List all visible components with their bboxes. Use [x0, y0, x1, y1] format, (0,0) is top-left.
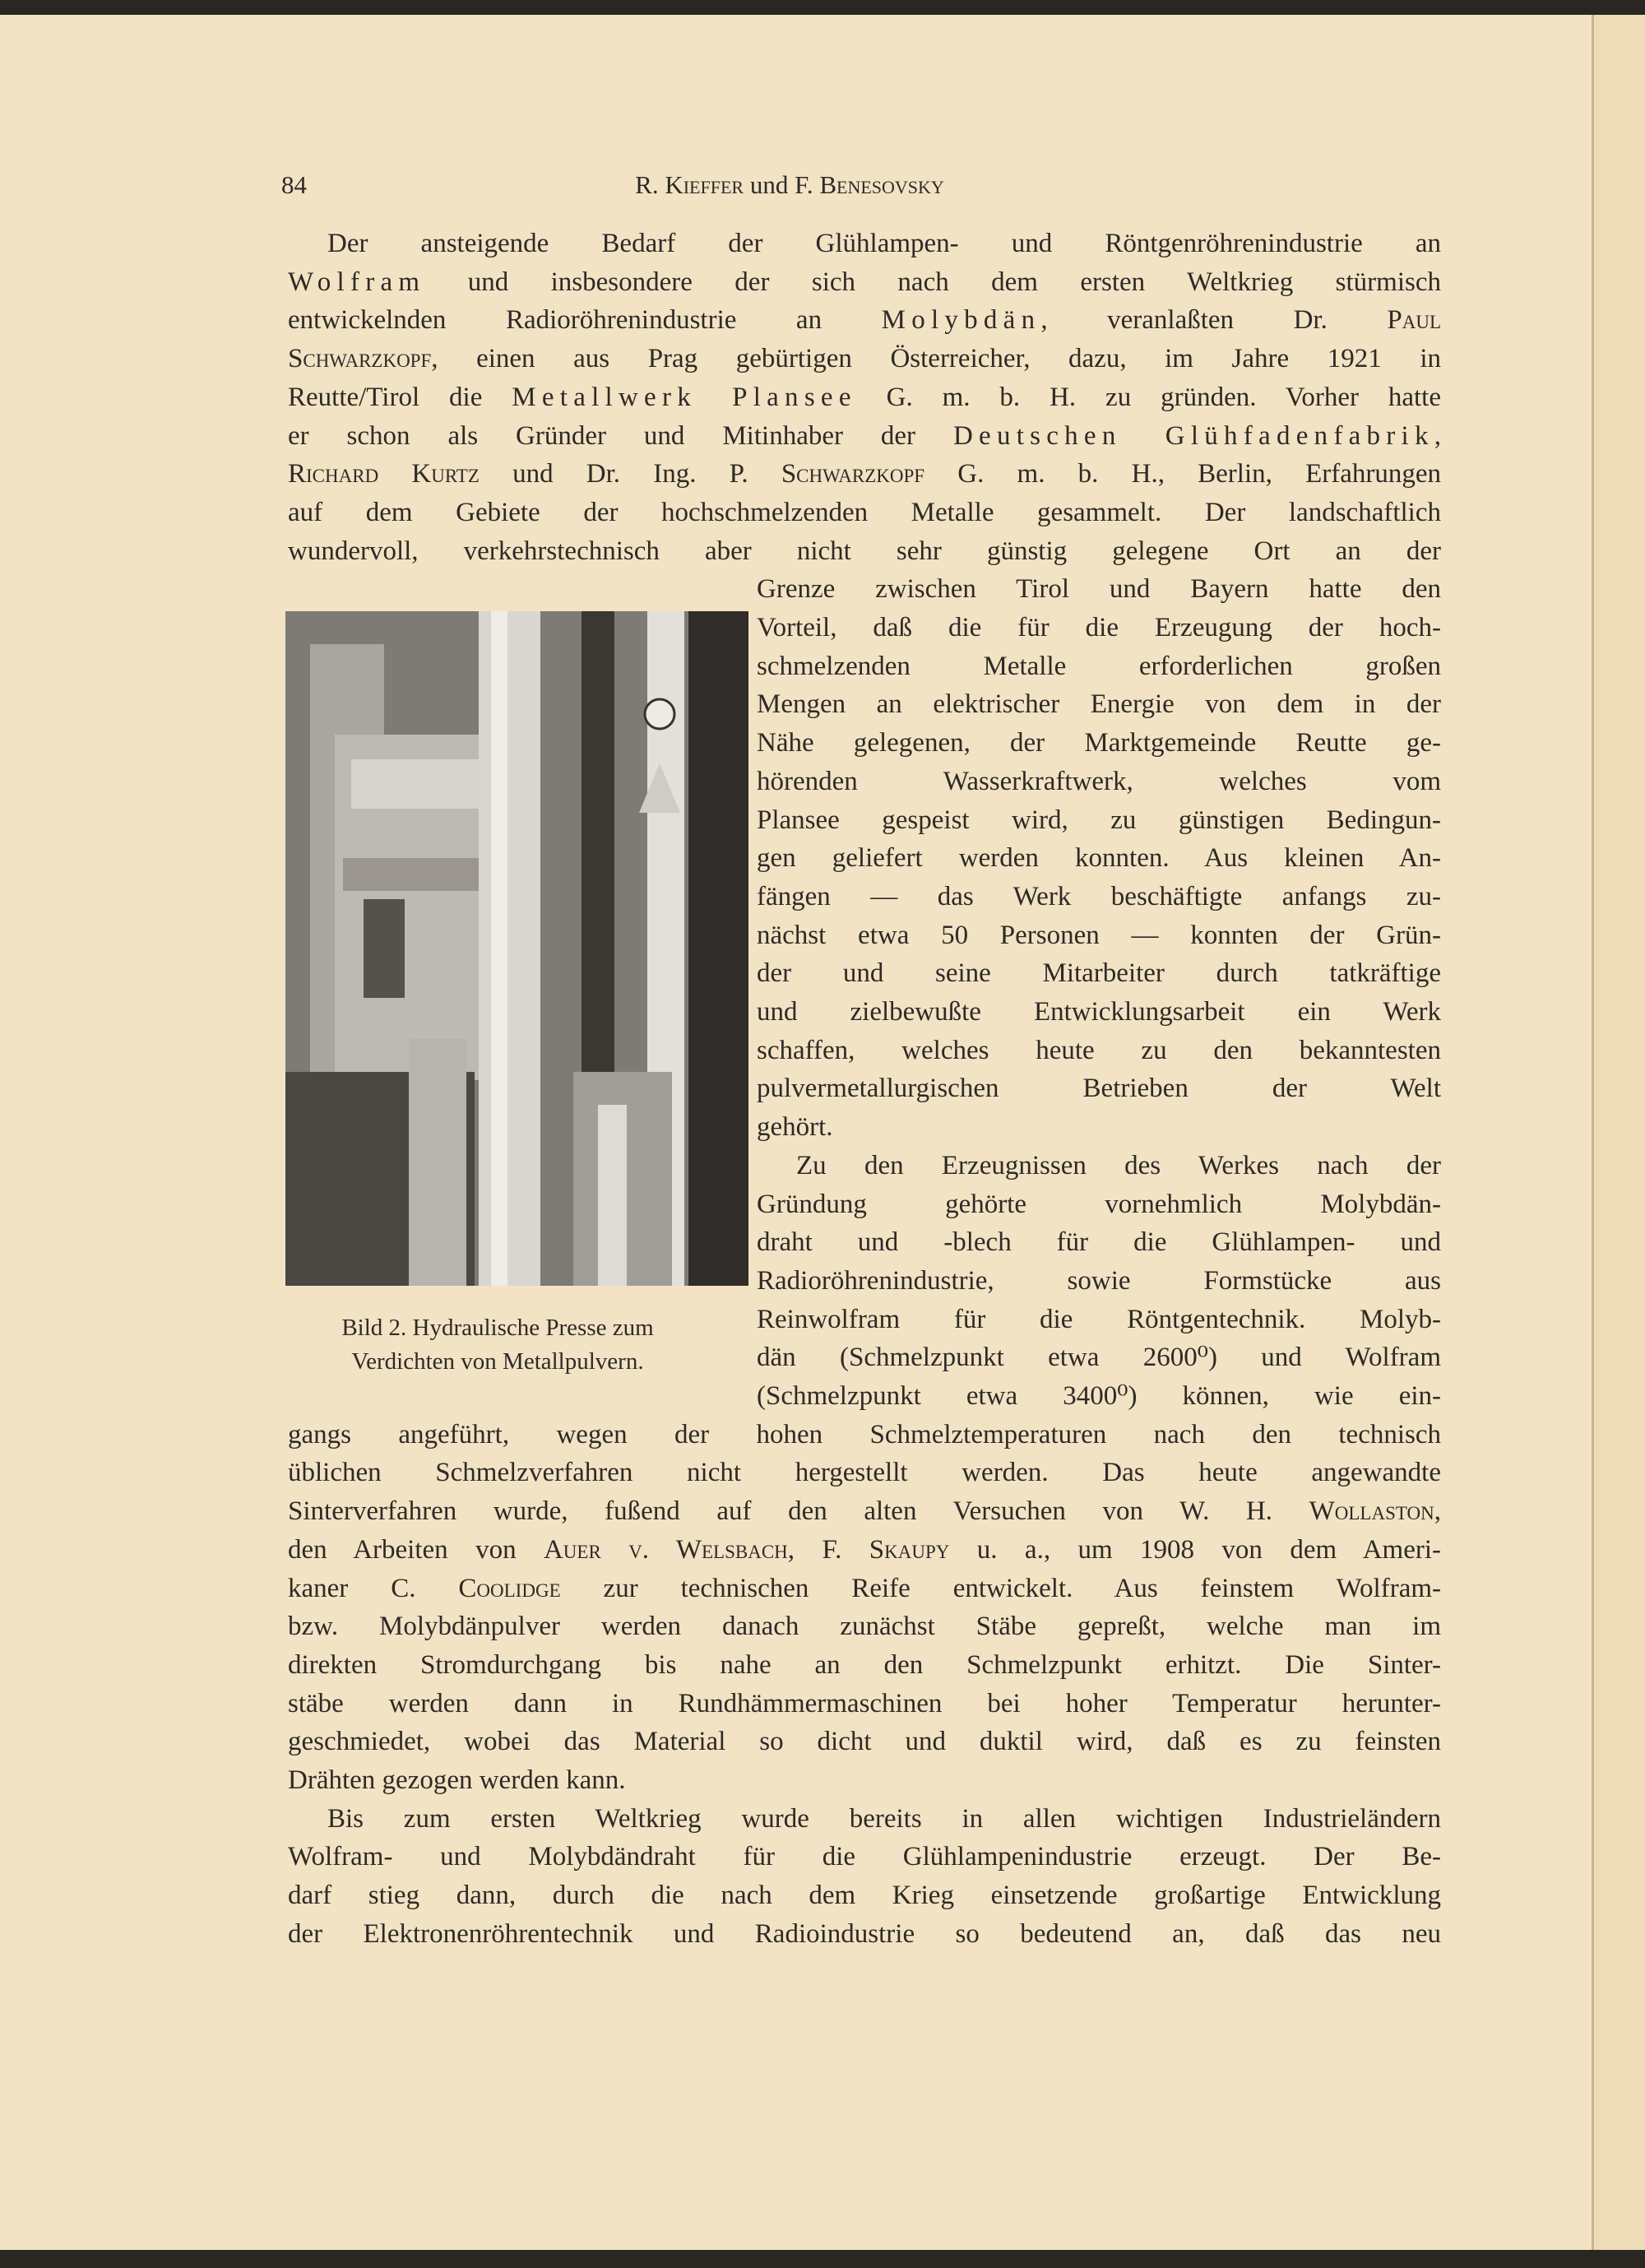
running-header	[0, 166, 1645, 204]
text-line	[288, 532, 1441, 571]
text-segment: auf dem Gebiete der hochschmelzenden Metalle gesammelt. Der landschaftlich	[288, 497, 1441, 527]
text-line	[288, 1492, 1441, 1531]
person-name: Auer v. Welsbach	[543, 1534, 788, 1565]
text-segment: zur technischen Reife entwickelt. Aus feinstem Wolfram-	[560, 1573, 1442, 1603]
text-segment: Plansee gespeist wird, zu günstigen Bedingun-	[757, 805, 1441, 835]
text-segment: ,	[1434, 420, 1441, 451]
text-line	[757, 801, 1441, 840]
text-line	[288, 1761, 1441, 1800]
text-line	[757, 685, 1441, 724]
text-segment: und zielbewußte Entwicklungsarbeit ein Werk	[757, 997, 1441, 1027]
text-segment: draht und -blech für die Glühlampen- und	[757, 1227, 1441, 1258]
text-segment: und Dr. Ing. P.	[479, 459, 781, 489]
text-line	[757, 1108, 1441, 1147]
text-segment: nächst etwa 50 Personen — konnten der Grün-	[757, 920, 1441, 950]
text-line	[757, 1032, 1441, 1070]
text-segment: und insbesondere der sich nach dem ersten Weltkrieg stürmisch	[425, 267, 1441, 297]
text-segment: schaffen, welches heute zu den bekanntesten	[757, 1035, 1441, 1065]
text-line	[757, 1377, 1441, 1416]
person-name: Richard Kurtz	[288, 459, 480, 489]
figure-hydraulic-press-photo	[285, 611, 748, 1286]
text-segment: der Elektronenröhrentechnik und Radioindustrie so bedeutend an, daß das neu	[288, 1918, 1441, 1949]
text-line	[288, 1685, 1441, 1723]
text-line	[757, 839, 1441, 878]
text-line	[288, 1416, 1441, 1454]
text-segment: dän (Schmelzpunkt etwa 2600⁰) und Wolfram	[757, 1343, 1441, 1373]
text-segment: Zu den Erzeugnissen des Werkes nach der	[796, 1150, 1441, 1180]
facing-page-edge	[1592, 15, 1645, 2250]
text-segment: Reinwolfram für die Röntgentechnik. Molyb-	[757, 1304, 1441, 1334]
figure-caption-line-2: Verdichten von Metallpulvern.	[351, 1348, 644, 1375]
text-segment: Radioröhrenindustrie, sowie Formstücke aus	[757, 1265, 1441, 1296]
text-segment: Gründung gehörte vornehmlich Molybdän-	[757, 1189, 1441, 1219]
text-segment: gehört.	[757, 1112, 833, 1143]
text-segment: hörenden Wasserkraftwerk, welches vom	[757, 766, 1441, 796]
text-segment: Wolfram- und Molybdändraht für die Glühlampenindustrie erzeugt. Der Be-	[288, 1842, 1441, 1872]
person-name: Paul	[1387, 305, 1441, 336]
text-segment: G. m. b. H. zu gründen. Vorher hatte	[856, 382, 1442, 412]
text-segment: Mengen an elektrischer Energie von dem in der	[757, 689, 1441, 720]
text-segment: Sinterverfahren wurde, fußend auf den alten Versuchen von W. H.	[288, 1496, 1309, 1527]
text-line	[757, 724, 1441, 763]
text-line	[796, 1147, 1441, 1185]
text-line	[757, 993, 1441, 1032]
running-header-segment: F. Benesovsky	[795, 170, 944, 199]
text-line	[288, 1646, 1441, 1685]
person-name: Wollaston	[1309, 1496, 1434, 1527]
text-segment: stäbe werden dann in Rundhämmermaschinen bei hoher Temperatur herunter-	[288, 1688, 1441, 1718]
text-line	[288, 1723, 1441, 1761]
text-line	[757, 609, 1441, 647]
text-line	[757, 916, 1441, 955]
text-segment: üblichen Schmelzverfahren nicht hergestellt werden. Das heute angewandte	[288, 1458, 1441, 1488]
text-segment: (Schmelzpunkt etwa 3400⁰) können, wie ein-	[757, 1381, 1441, 1411]
text-segment: , F.	[787, 1534, 869, 1565]
text-line	[288, 378, 1441, 417]
text-segment: direkten Stromdurchgang bis nahe an den Schmelzpunkt erhitzt. Die Sinter-	[288, 1649, 1441, 1680]
text-line	[757, 878, 1441, 916]
person-name: Coolidge	[458, 1573, 561, 1603]
text-line	[288, 455, 1441, 494]
text-segment: den Arbeiten von	[288, 1534, 544, 1565]
person-name: Schwarzkopf	[781, 459, 925, 489]
text-line	[288, 1570, 1441, 1608]
emphasized-text: Deutschen Glühfadenfabrik	[952, 420, 1434, 451]
text-segment: Vorteil, daß die für die Erzeugung der hoch-	[757, 613, 1441, 642]
running-header-segment: R. Kieffer	[635, 170, 744, 199]
text-segment: geschmiedet, wobei das Material so dicht und duktil wird, daß es zu feinsten	[288, 1727, 1441, 1757]
text-line	[288, 1531, 1441, 1570]
text-line	[288, 1838, 1441, 1876]
text-segment: G. m. b. H., Berlin, Erfahrungen	[924, 459, 1441, 489]
text-line	[288, 494, 1441, 532]
text-line	[757, 954, 1441, 993]
text-segment: u. a., um 1908 von dem Ameri-	[949, 1534, 1441, 1565]
text-line	[288, 1454, 1441, 1492]
text-segment: der und seine Mitarbeiter durch tatkräftige	[757, 958, 1441, 989]
text-line	[757, 1338, 1441, 1377]
text-line	[757, 647, 1441, 686]
text-line	[288, 263, 1441, 302]
text-segment: Nähe gelegenen, der Marktgemeinde Reutte ge-	[757, 728, 1441, 758]
scan-bottom-border	[0, 2250, 1645, 2268]
text-line	[288, 301, 1441, 340]
scan-top-border	[0, 0, 1645, 15]
text-line	[757, 1301, 1441, 1339]
page-number: 84	[281, 170, 307, 199]
figure-caption-line-1: Bild 2. Hydraulische Presse zum	[341, 1315, 654, 1341]
emphasized-text: Molybdän	[881, 305, 1041, 336]
text-segment: ,	[1434, 1496, 1441, 1527]
text-segment: Grenze zwischen Tirol und Bayern hatte den	[757, 574, 1441, 605]
text-segment: er schon als Gründer und Mitinhaber der	[288, 420, 953, 451]
text-line	[757, 1262, 1441, 1301]
text-segment: entwickelnden Radioröhrenindustrie an	[288, 305, 882, 336]
text-segment: , einen aus Prag gebürtigen Österreicher, dazu, im Jahre 1921 in	[431, 344, 1441, 374]
text-segment: Der ansteigende Bedarf der Glühlampen- und Röntgenröhrenindustrie an	[327, 229, 1441, 258]
emphasized-text: Metallwerk Plansee	[512, 382, 857, 412]
text-segment: schmelzenden Metalle erforderlichen großen	[757, 651, 1441, 681]
text-segment: wundervoll, verkehrstechnisch aber nicht sehr günstig gelegene Ort an der	[288, 536, 1441, 566]
emphasized-text: Wolfram	[288, 267, 426, 297]
text-segment: Bis zum ersten Weltkrieg wurde bereits in allen wichtigen Industrieländern	[327, 1803, 1441, 1834]
text-line	[757, 1223, 1441, 1262]
text-line	[288, 1915, 1441, 1954]
text-segment: fängen — das Werk beschäftigte anfangs zu-	[757, 881, 1441, 911]
text-line	[327, 225, 1441, 263]
text-line	[757, 570, 1441, 609]
text-line	[288, 1876, 1441, 1915]
text-segment: gen geliefert werden konnten. Aus kleinen An-	[757, 843, 1441, 874]
running-header-segment: und	[744, 170, 795, 199]
text-segment: , veranlaßten Dr.	[1040, 305, 1388, 336]
text-line	[757, 763, 1441, 801]
text-segment: bzw. Molybdänpulver werden danach zunächst Stäbe gepreßt, welche man im	[288, 1612, 1441, 1642]
text-segment: pulvermetallurgischen Betrieben der Welt	[757, 1074, 1441, 1104]
text-line	[288, 340, 1441, 378]
text-line	[757, 1069, 1441, 1108]
text-line	[757, 1185, 1441, 1224]
text-segment: gangs angeführt, wegen der hohen Schmelztemperaturen nach den technisch	[288, 1419, 1441, 1449]
text-line	[288, 417, 1441, 456]
person-name: Skaupy	[869, 1534, 950, 1565]
text-segment: kaner C.	[288, 1573, 459, 1603]
text-line	[327, 1800, 1441, 1839]
text-line	[288, 1607, 1441, 1646]
person-name: Schwarzkopf	[288, 344, 432, 374]
text-segment: darf stieg dann, durch die nach dem Krieg einsetzende großartige Entwicklung	[288, 1881, 1441, 1911]
text-segment: Reutte/Tirol die	[288, 382, 512, 412]
text-segment: Drähten gezogen werden kann.	[288, 1765, 626, 1795]
